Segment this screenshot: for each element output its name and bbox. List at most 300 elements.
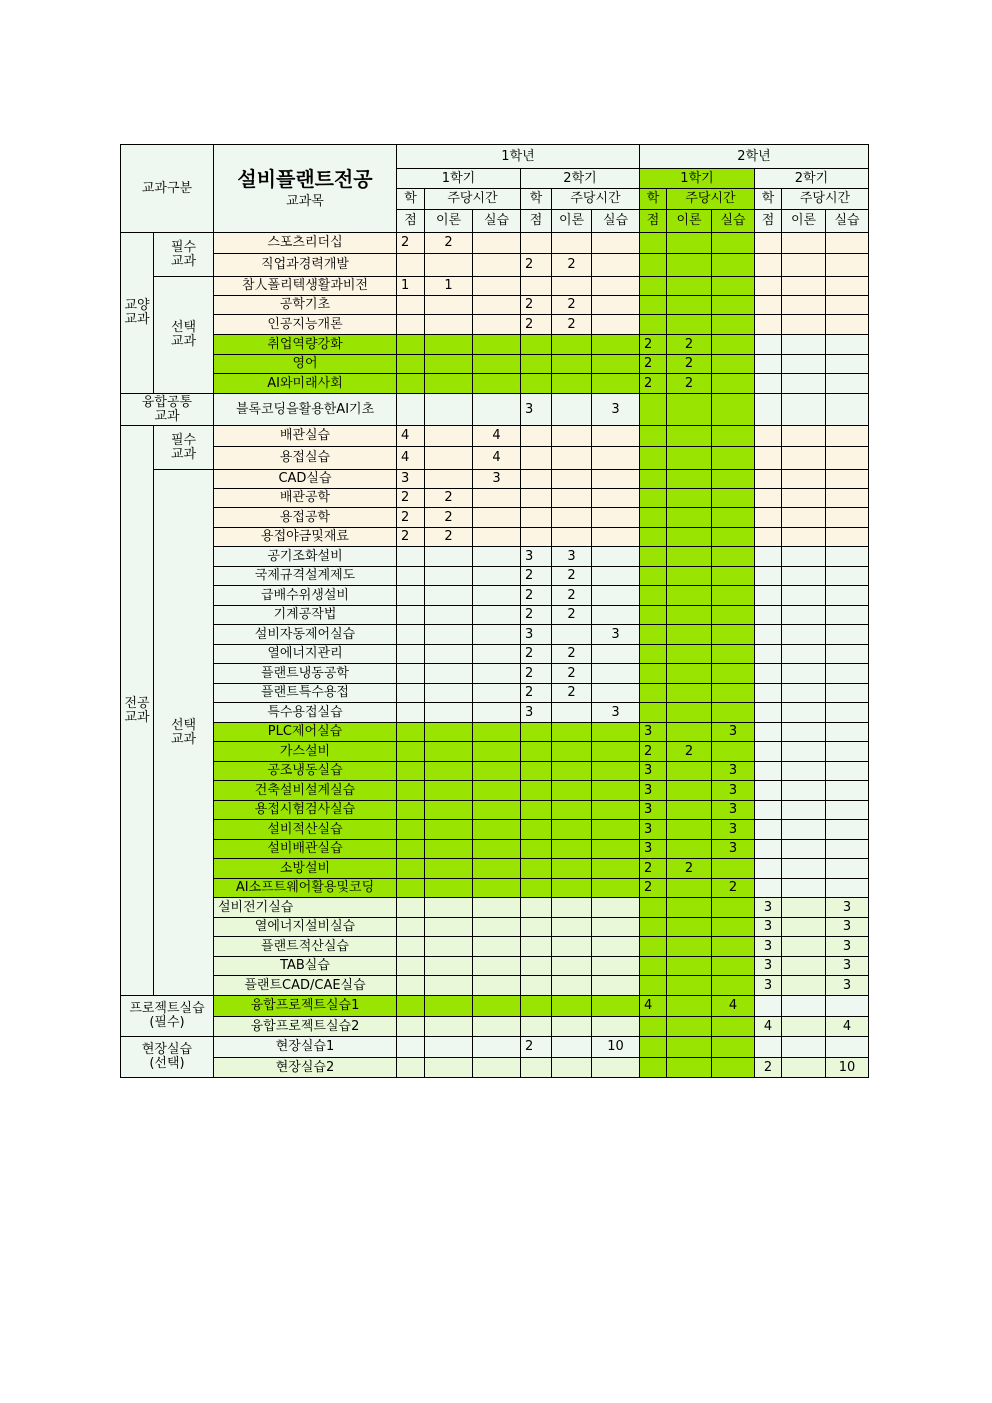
subject-name: 공기조화설비: [214, 547, 397, 567]
subject-name: 직업과경력개발: [214, 254, 397, 277]
subject-name: 배관실습: [214, 426, 397, 447]
cell-value: [592, 859, 640, 879]
cell-value: [640, 898, 667, 918]
cell-value: [755, 470, 782, 489]
cell-value: [425, 703, 473, 723]
cell-value: 10: [826, 1058, 869, 1078]
cell-value: 2: [521, 1037, 552, 1058]
table-row: [121, 781, 869, 801]
cell-value: [552, 625, 592, 645]
cell-value: [425, 254, 473, 277]
subject-header: [214, 145, 397, 233]
subject-name: 융합프로젝트실습2: [214, 1017, 397, 1037]
cell-value: [552, 355, 592, 374]
cell-value: 2: [397, 508, 425, 528]
cell-value: [712, 508, 755, 528]
cell-value: [473, 394, 521, 426]
cell-value: [425, 606, 473, 625]
cell-value: [397, 703, 425, 723]
cell-value: [552, 1058, 592, 1078]
cell-value: [712, 447, 755, 470]
cell-value: [826, 859, 869, 879]
cell-value: [640, 703, 667, 723]
cell-value: [826, 547, 869, 567]
cell-value: [667, 976, 712, 996]
subject-name: 블록코딩을활용한AI기초: [214, 394, 397, 426]
cell-value: [712, 470, 755, 489]
cell-value: [667, 528, 712, 547]
cell-value: [521, 918, 552, 937]
major-title: 설비플랜트전공: [237, 166, 373, 191]
cell-value: [667, 296, 712, 315]
cell-value: [782, 684, 826, 703]
cell-value: [826, 567, 869, 586]
cell-value: [826, 801, 869, 820]
cell-value: [425, 296, 473, 315]
cell-value: [712, 664, 755, 684]
cell-value: [425, 664, 473, 684]
cell-value: [592, 645, 640, 664]
cell-value: [552, 976, 592, 996]
cell-value: [712, 625, 755, 645]
cell-value: 3: [592, 625, 640, 645]
cell-value: [755, 645, 782, 664]
cell-value: [667, 315, 712, 335]
group-general_elective: 선택 교과: [154, 277, 214, 394]
cell-value: [473, 625, 521, 645]
cell-value: 2: [552, 315, 592, 335]
cell-value: 2: [667, 742, 712, 762]
cell-value: [667, 426, 712, 447]
cell-value: 2: [397, 489, 425, 508]
cell-value: 4: [755, 1017, 782, 1037]
cell-value: [552, 394, 592, 426]
theory-header: 이론: [667, 210, 712, 233]
table-row: [121, 742, 869, 762]
subject-name: 참人폴리텍생활과비전: [214, 277, 397, 296]
cell-value: [521, 781, 552, 801]
table-row: [121, 762, 869, 781]
subject-name: 용접공학: [214, 508, 397, 528]
cell-value: [425, 879, 473, 898]
cell-value: [425, 567, 473, 586]
cell-value: 2: [552, 645, 592, 664]
cell-value: [521, 996, 552, 1017]
table-row: [121, 606, 869, 625]
cell-value: [782, 335, 826, 355]
cell-value: [782, 859, 826, 879]
cell-value: 4: [397, 447, 425, 470]
cell-value: 2: [667, 335, 712, 355]
cell-value: [782, 547, 826, 567]
table-row: [121, 447, 869, 470]
cell-value: [592, 296, 640, 315]
cell-value: [755, 586, 782, 606]
cell-value: 2: [521, 296, 552, 315]
table-row: [121, 820, 869, 840]
cell-value: [826, 606, 869, 625]
cell-value: [667, 879, 712, 898]
cell-value: [473, 1058, 521, 1078]
subject-name: 인공지능개론: [214, 315, 397, 335]
cell-value: [397, 664, 425, 684]
cell-value: 3: [640, 820, 667, 840]
cell-value: [397, 547, 425, 567]
cell-value: 2: [667, 374, 712, 394]
cell-value: [640, 470, 667, 489]
cell-value: [397, 1017, 425, 1037]
cell-value: [782, 664, 826, 684]
cell-value: [521, 879, 552, 898]
cell-value: [521, 1058, 552, 1078]
cell-value: [425, 742, 473, 762]
table-row: [121, 879, 869, 898]
cell-value: [712, 859, 755, 879]
cell-value: [712, 1017, 755, 1037]
cell-value: [425, 355, 473, 374]
cell-value: [521, 801, 552, 820]
cell-value: [667, 801, 712, 820]
cell-value: [782, 976, 826, 996]
cell-value: [425, 374, 473, 394]
cell-value: [755, 606, 782, 625]
cell-value: 2: [521, 645, 552, 664]
cell-value: 2: [521, 315, 552, 335]
cell-value: [712, 898, 755, 918]
cell-value: [592, 820, 640, 840]
credit-header: 학: [397, 189, 425, 210]
cell-value: [592, 879, 640, 898]
cell-value: [592, 957, 640, 976]
cell-value: [712, 918, 755, 937]
subject-name: 건축설비설계실습: [214, 781, 397, 801]
cell-value: [712, 374, 755, 394]
cell-value: [782, 470, 826, 489]
cell-value: [592, 762, 640, 781]
cell-value: [521, 859, 552, 879]
table-row: [121, 898, 869, 918]
cell-value: [397, 1037, 425, 1058]
cell-value: 10: [592, 1037, 640, 1058]
practice-header: 실습: [826, 210, 869, 233]
cell-value: 2: [425, 528, 473, 547]
table-row: [121, 315, 869, 335]
cell-value: 2: [552, 586, 592, 606]
cell-value: [826, 426, 869, 447]
cell-value: [640, 447, 667, 470]
cell-value: [640, 508, 667, 528]
cell-value: [592, 801, 640, 820]
cell-value: 3: [755, 957, 782, 976]
subject-name: AI와미래사회: [214, 374, 397, 394]
cell-value: [640, 586, 667, 606]
cell-value: [397, 296, 425, 315]
table-row: [121, 996, 869, 1017]
cell-value: [521, 374, 552, 394]
table-row: [121, 394, 869, 426]
cell-value: [592, 606, 640, 625]
cell-value: [473, 508, 521, 528]
cell-value: [592, 840, 640, 859]
cell-value: [755, 508, 782, 528]
cell-value: [667, 394, 712, 426]
cell-value: [425, 918, 473, 937]
cell-value: [592, 335, 640, 355]
cell-value: [712, 426, 755, 447]
cell-value: [521, 1017, 552, 1037]
cell-value: [712, 703, 755, 723]
cell-value: [425, 684, 473, 703]
cell-value: [397, 762, 425, 781]
theory-header: 이론: [782, 210, 826, 233]
cell-value: [782, 567, 826, 586]
cell-value: [592, 233, 640, 254]
cell-value: [425, 820, 473, 840]
cell-value: [755, 296, 782, 315]
cell-value: [782, 394, 826, 426]
cell-value: [782, 879, 826, 898]
table-row: [121, 859, 869, 879]
table-row: [121, 426, 869, 447]
cell-value: [712, 233, 755, 254]
cell-value: 2: [425, 508, 473, 528]
table-row: [121, 1037, 869, 1058]
cell-value: 3: [755, 918, 782, 937]
cell-value: [667, 684, 712, 703]
cell-value: [552, 528, 592, 547]
subject-name: 가스설비: [214, 742, 397, 762]
cell-value: 3: [640, 762, 667, 781]
cell-value: [473, 567, 521, 586]
cell-value: [826, 355, 869, 374]
cell-value: [397, 859, 425, 879]
cell-value: [755, 426, 782, 447]
cell-value: [755, 355, 782, 374]
cell-value: [667, 957, 712, 976]
cell-value: 3: [552, 547, 592, 567]
cell-value: [782, 1017, 826, 1037]
cell-value: [755, 664, 782, 684]
cell-value: [640, 684, 667, 703]
cell-value: [552, 277, 592, 296]
cell-value: [826, 277, 869, 296]
subject-name: 플랜트적산실습: [214, 937, 397, 957]
cell-value: [826, 470, 869, 489]
cell-value: [640, 918, 667, 937]
cell-value: [712, 277, 755, 296]
cell-value: [473, 918, 521, 937]
cell-value: [667, 470, 712, 489]
subject-name: 배관공학: [214, 489, 397, 508]
cell-value: [473, 762, 521, 781]
cell-value: 1: [425, 277, 473, 296]
cell-value: [592, 586, 640, 606]
cell-value: [782, 233, 826, 254]
cell-value: [473, 820, 521, 840]
cell-value: [712, 489, 755, 508]
cell-value: [782, 606, 826, 625]
cell-value: [397, 355, 425, 374]
table-row: [121, 957, 869, 976]
cell-value: [712, 645, 755, 664]
cell-value: [521, 528, 552, 547]
cell-value: 2: [521, 606, 552, 625]
cell-value: [640, 277, 667, 296]
cell-value: [712, 1058, 755, 1078]
cell-value: [826, 315, 869, 335]
cell-value: [712, 742, 755, 762]
cell-value: [826, 254, 869, 277]
weekly-hours-header: 주당시간: [425, 189, 521, 210]
cell-value: [782, 645, 826, 664]
cell-value: [592, 918, 640, 937]
cell-value: 2: [552, 296, 592, 315]
cell-value: [755, 315, 782, 335]
cell-value: [826, 742, 869, 762]
cell-value: [712, 394, 755, 426]
cell-value: [473, 723, 521, 742]
cell-value: [667, 1058, 712, 1078]
cell-value: 2: [521, 664, 552, 684]
cell-value: [640, 957, 667, 976]
cell-value: [425, 447, 473, 470]
cell-value: [755, 233, 782, 254]
cell-value: [667, 277, 712, 296]
cell-value: [521, 723, 552, 742]
cell-value: [521, 447, 552, 470]
cell-value: [667, 586, 712, 606]
cell-value: [473, 898, 521, 918]
cell-value: [521, 937, 552, 957]
cell-value: [473, 781, 521, 801]
cell-value: [826, 781, 869, 801]
cell-value: [552, 335, 592, 355]
cell-value: [640, 606, 667, 625]
group-major: 전공 교과: [121, 426, 154, 996]
cell-value: [782, 625, 826, 645]
cell-value: 3: [592, 394, 640, 426]
subject-name: 현장실습2: [214, 1058, 397, 1078]
cell-value: [592, 547, 640, 567]
table-row: [121, 567, 869, 586]
cell-value: [425, 394, 473, 426]
cell-value: [473, 315, 521, 335]
table-row: [121, 918, 869, 937]
cell-value: [473, 859, 521, 879]
cell-value: [425, 859, 473, 879]
cell-value: 2: [640, 374, 667, 394]
cell-value: [552, 374, 592, 394]
cell-value: [592, 426, 640, 447]
cell-value: [640, 233, 667, 254]
subject-name: 플랜트냉동공학: [214, 664, 397, 684]
cell-value: [755, 801, 782, 820]
cell-value: [521, 470, 552, 489]
cell-value: [592, 315, 640, 335]
cell-value: [552, 781, 592, 801]
year2-header: 2학년: [640, 145, 869, 169]
cell-value: [667, 781, 712, 801]
cell-value: 2: [397, 233, 425, 254]
table-row: [121, 335, 869, 355]
table-row: [121, 547, 869, 567]
cell-value: 4: [473, 426, 521, 447]
subject-name: 설비배관실습: [214, 840, 397, 859]
cell-value: [667, 567, 712, 586]
cell-value: [826, 879, 869, 898]
cell-value: [640, 426, 667, 447]
category-header: 교과구분: [121, 145, 214, 233]
cell-value: [826, 664, 869, 684]
subject-name: 스포츠리더십: [214, 233, 397, 254]
cell-value: [552, 762, 592, 781]
table-row: [121, 840, 869, 859]
cell-value: 2: [521, 567, 552, 586]
table-row: [121, 374, 869, 394]
cell-value: [473, 233, 521, 254]
weekly-hours-header: 주당시간: [782, 189, 869, 210]
cell-value: [425, 976, 473, 996]
cell-value: [592, 374, 640, 394]
cell-value: [521, 976, 552, 996]
cell-value: [473, 742, 521, 762]
cell-value: 3: [826, 976, 869, 996]
cell-value: [712, 586, 755, 606]
cell-value: [552, 742, 592, 762]
table-row: [121, 1017, 869, 1037]
cell-value: [552, 801, 592, 820]
table-row: [121, 254, 869, 277]
cell-value: [712, 684, 755, 703]
subject-name: 설비적산실습: [214, 820, 397, 840]
cell-value: [397, 394, 425, 426]
cell-value: [552, 840, 592, 859]
cell-value: [712, 957, 755, 976]
cell-value: [397, 937, 425, 957]
subject-name: 플랜트특수용접: [214, 684, 397, 703]
cell-value: [782, 426, 826, 447]
cell-value: [712, 254, 755, 277]
cell-value: [712, 528, 755, 547]
cell-value: [755, 723, 782, 742]
cell-value: [425, 470, 473, 489]
cell-value: [592, 567, 640, 586]
cell-value: 3: [640, 801, 667, 820]
cell-value: [552, 703, 592, 723]
cell-value: [397, 879, 425, 898]
cell-value: [712, 315, 755, 335]
cell-value: [826, 374, 869, 394]
cell-value: [552, 996, 592, 1017]
cell-value: [521, 762, 552, 781]
subject-name: 기계공작법: [214, 606, 397, 625]
cell-value: [521, 233, 552, 254]
cell-value: [667, 1017, 712, 1037]
cell-value: [667, 664, 712, 684]
cell-value: [667, 447, 712, 470]
cell-value: [640, 567, 667, 586]
cell-value: [712, 606, 755, 625]
cell-value: [755, 394, 782, 426]
cell-value: 3: [521, 547, 552, 567]
subject-name: TAB실습: [214, 957, 397, 976]
group-major_required: 필수 교과: [154, 426, 214, 470]
cell-value: 2: [425, 489, 473, 508]
cell-value: [552, 937, 592, 957]
cell-value: 2: [755, 1058, 782, 1078]
cell-value: [755, 684, 782, 703]
group-general: 교양 교과: [121, 233, 154, 394]
